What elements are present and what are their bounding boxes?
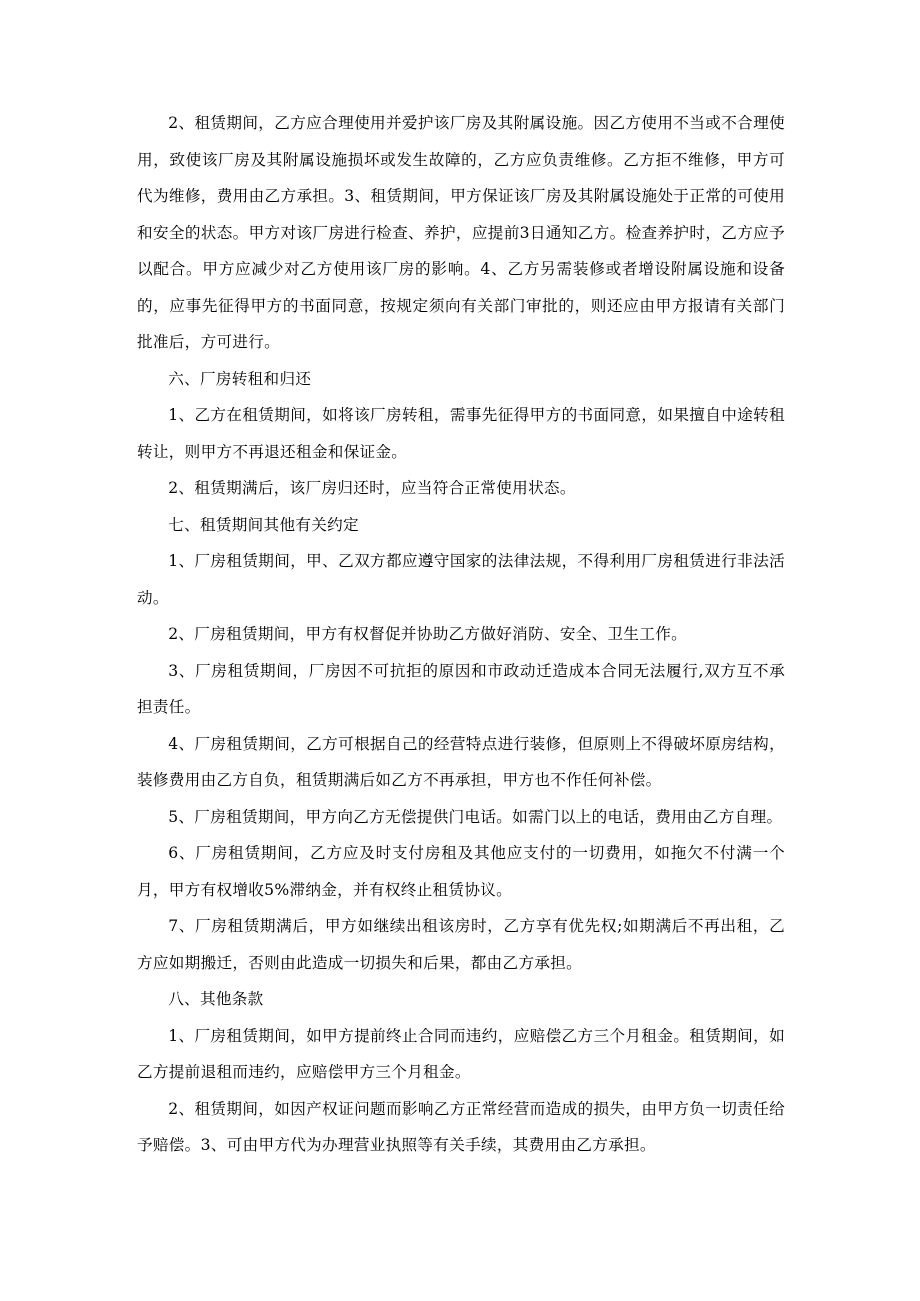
section-heading-7: 七、租赁期间其他有关约定 bbox=[168, 515, 359, 534]
paragraph-clause-5-2-4: 2、租赁期间，乙方应合理使用并爱护该厂房及其附属设施。因乙方使用不当或不合理使用，致使该厂房及其附属设施损坏或发生故障的，乙方应负责维修。乙方拒不维修，甲方可代为维修，费用由乙方承担。3、租赁期间，甲方保证该厂房及其附属设施处于正常的可使用和安全的状态。甲方对该厂房进行检查、养护，应提前3日通知乙方。检查养护时，乙方应予以配合。甲方应减少对乙方使用该厂房的影响。4、乙方另需装修或者增设附属设施和设备的，应事先征得甲方的书面同意，按规定须向有关部门审批的，则还应由甲方报请有关部门批准后，方可进行。 bbox=[137, 114, 785, 351]
paragraph-clause-7-3: 3、厂房租赁期间，厂房因不可抗拒的原因和市政动迁造成本合同无法履行,双方互不承担责任。 bbox=[137, 661, 785, 716]
paragraph-clause-7-6: 6、厂房租赁期间，乙方应及时支付房租及其他应支付的一切费用，如拖欠不付满一个月，甲方有权增收5%滞纳金，并有权终止租赁协议。 bbox=[137, 844, 785, 899]
section-heading-8: 八、其他条款 bbox=[168, 990, 264, 1008]
paragraph-clause-6-2: 2、租赁期满后，该厂房归还时，应当符合正常使用状态。 bbox=[168, 479, 576, 497]
paragraph-clause-8-1: 1、厂房租赁期间，如甲方提前终止合同而违约，应赔偿乙方三个月租金。租赁期间，如乙方提前退租而违约，应赔偿甲方三个月租金。 bbox=[137, 1026, 785, 1081]
document-body bbox=[137, 105, 785, 1164]
paragraph-clause-7-5: 5、厂房租赁期间，甲方向乙方无偿提供门电话。如需门以上的电话，费用由乙方自理。 bbox=[168, 807, 783, 826]
paragraph-clause-8-2-3: 2、租赁期间，如因产权证问题而影响乙方正常经营而造成的损失，由甲方负一切责任给予赔偿。3、可由甲方代为办理营业执照等有关手续，其费用由乙方承担。 bbox=[137, 1099, 785, 1154]
paragraph-clause-6-1: 1、乙方在租赁期间，如将该厂房转租，需事先征得甲方的书面同意，如果擅自中途转租转让，则甲方不再退还租金和保证金。 bbox=[137, 406, 785, 461]
paragraph-clause-7-2: 2、厂房租赁期间，甲方有权督促并协助乙方做好消防、安全、卫生工作。 bbox=[168, 625, 688, 643]
paragraph-clause-7-1: 1、厂房租赁期间，甲、乙双方都应遵守国家的法律法规，不得利用厂房租赁进行非法活动。 bbox=[137, 552, 785, 607]
paragraph-clause-7-4: 4、厂房租赁期间，乙方可根据自己的经营特点进行装修，但原则上不得破坏原房结构，装修费用由乙方自负，租赁期满后如乙方不再承担，甲方也不作任何补偿。 bbox=[137, 734, 785, 789]
section-heading-6: 六、厂房转租和归还 bbox=[168, 369, 312, 388]
paragraph-clause-7-7: 7、厂房租赁期满后，甲方如继续出租该房时，乙方享有优先权;如期满后不再出租，乙方应如期搬迁，否则由此造成一切损失和后果，都由乙方承担。 bbox=[137, 917, 785, 972]
